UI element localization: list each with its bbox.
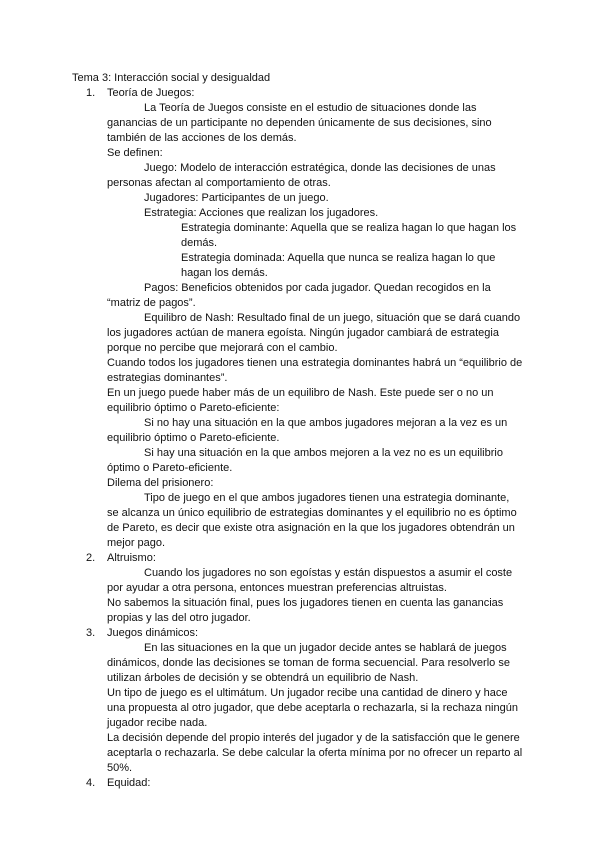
document-title: Tema 3: Interacción social y desigualdad bbox=[72, 72, 271, 84]
paragraph-line: Un tipo de juego es el ultimátum. Un jugador recibe una cantidad de dinero y hace bbox=[107, 687, 508, 699]
definition-line: Pagos: Beneficios obtenidos por cada jugador. Quedan recogidos en la bbox=[144, 282, 491, 294]
definition-line: Estrategia dominante: Aquella que se realiza hagan lo que hagan los bbox=[181, 222, 517, 234]
list-number: 1. bbox=[86, 87, 96, 99]
paragraph-line: En las situaciones en la que un jugador decide antes se hablará de juegos bbox=[144, 642, 507, 654]
paragraph-line: Tipo de juego en el que ambos jugadores tienen una estrategia dominante, bbox=[144, 492, 510, 504]
paragraph-line: aceptarla o rechazarla. Se debe calcular la oferta mínima por no ofrecer un reparto al bbox=[107, 747, 523, 759]
list-number: 3. bbox=[86, 627, 96, 639]
paragraph-line: mejor pago. bbox=[107, 537, 166, 549]
paragraph-line: Si no hay una situación en la que ambos jugadores mejoran a la vez es un bbox=[144, 417, 508, 429]
paragraph-line: de Pareto, es decir que existe otra asignación en la que los jugadores obtendrán un bbox=[107, 522, 515, 534]
definition-line: los jugadores actúan de manera egoísta. Ningún jugador cambiará de estrategia bbox=[107, 327, 499, 339]
paragraph-line: estrategias dominantes”. bbox=[107, 372, 228, 384]
definition-line: Juego: Modelo de interacción estratégica, donde las decisiones de unas bbox=[144, 162, 496, 174]
paragraph-line: La decisión depende del propio interés del jugador y de la satisfacción que le genere bbox=[107, 732, 520, 744]
definition-line: personas afectan al comportamiento de otras. bbox=[107, 177, 331, 189]
paragraph-line: No sabemos la situación final, pues los jugadores tienen en cuenta las ganancias bbox=[107, 597, 504, 609]
definition-line: Jugadores: Participantes de un juego. bbox=[144, 192, 329, 204]
list-number: 2. bbox=[86, 552, 96, 564]
paragraph-line: ganancias de un participante no dependen únicamente de sus decisiones, sino bbox=[107, 117, 492, 129]
paragraph-line: equilibrio óptimo o Pareto-eficiente: bbox=[107, 402, 280, 414]
definition-line: hagan los demás. bbox=[181, 267, 268, 279]
paragraph-line: Cuando todos los jugadores tienen una estrategia dominantes habrá un “equilibrio de bbox=[107, 357, 523, 369]
paragraph-line: propias y las del otro jugador. bbox=[107, 612, 251, 624]
paragraph-line: La Teoría de Juegos consiste en el estudio de situaciones donde las bbox=[144, 102, 477, 114]
section-heading: Equidad: bbox=[107, 777, 151, 789]
paragraph-line: utilizan árboles de decisión y se obtendrá un equilibrio de Nash. bbox=[107, 672, 419, 684]
paragraph-line: Si hay una situación en la que ambos mejoren a la vez no es un equilibrio bbox=[144, 447, 503, 459]
paragraph-line: jugador recibe nada. bbox=[107, 717, 208, 729]
paragraph-line: En un juego puede haber más de un equilibro de Nash. Este puede ser o no un bbox=[107, 387, 494, 399]
subheading: Dilema del prisionero: bbox=[107, 477, 214, 489]
definition-line: demás. bbox=[181, 237, 218, 249]
paragraph-line: equilibrio óptimo o Pareto-eficiente. bbox=[107, 432, 280, 444]
paragraph-line: una propuesta al otro jugador, que debe aceptarla o rechazarla, si la rechaza ningún bbox=[107, 702, 518, 714]
definition-line: “matriz de pagos”. bbox=[107, 297, 196, 309]
paragraph-line: se alcanza un único equilibrio de estrategias dominantes y el equilibrio no es óptimo bbox=[107, 507, 517, 519]
paragraph-line: Cuando los jugadores no son egoístas y están dispuestos a asumir el coste bbox=[144, 567, 513, 579]
definition-line: porque no percibe que mejorará con el cambio. bbox=[107, 342, 338, 354]
definition-line: Equilibro de Nash: Resultado final de un juego, situación que se dará cuando bbox=[144, 312, 521, 324]
paragraph-line: 50%. bbox=[107, 762, 133, 774]
section-heading: Teoría de Juegos: bbox=[107, 87, 195, 99]
paragraph-line: por ayudar a otra persona, entonces muestran preferencias altruistas. bbox=[107, 582, 447, 594]
paragraph-line: también de las acciones de los demás. bbox=[107, 132, 297, 144]
section-heading: Altruismo: bbox=[107, 552, 156, 564]
definition-line: Estrategia: Acciones que realizan los jugadores. bbox=[144, 207, 379, 219]
paragraph-line: dinámicos, donde las decisiones se toman de forma secuencial. Para resolverlo se bbox=[107, 657, 510, 669]
list-number: 4. bbox=[86, 777, 96, 789]
section-heading: Juegos dinámicos: bbox=[107, 627, 199, 639]
paragraph-line: óptimo o Pareto-eficiente. bbox=[107, 462, 233, 474]
definition-line: Estrategia dominada: Aquella que nunca se realiza hagan lo que bbox=[181, 252, 496, 264]
paragraph-line: Se definen: bbox=[107, 147, 163, 159]
